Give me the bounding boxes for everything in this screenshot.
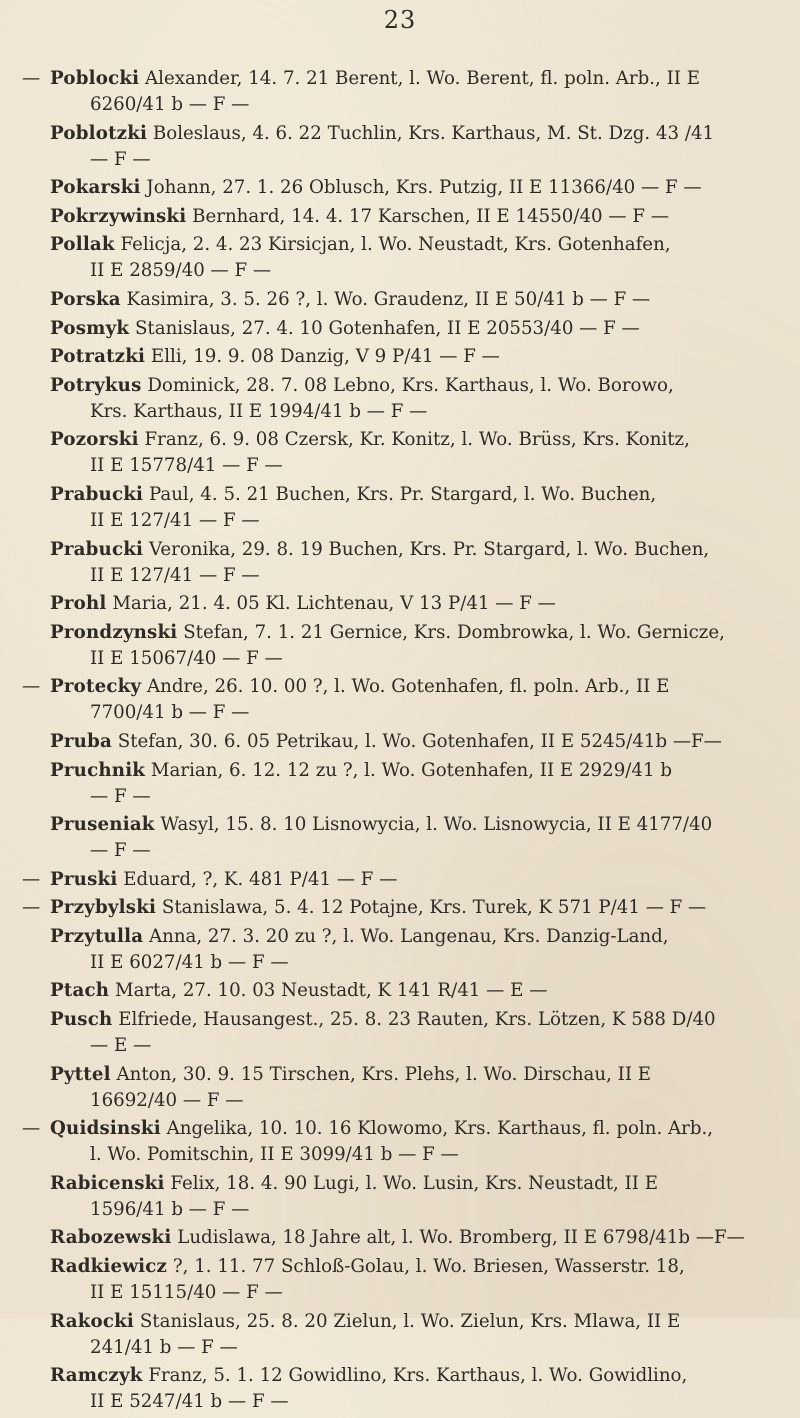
- entry-details: Veronika, 29. 8. 19 Buchen, Krs. Pr. Stargard, l. Wo. Buchen,: [143, 538, 710, 560]
- list-item: [50, 729, 782, 755]
- list-item: [50, 1363, 782, 1415]
- entry-details: Wasyl, 15. 8. 10 Lisnowycia, l. Wo. Lisnowycia, II E 4177/40: [154, 814, 713, 836]
- entry-surname: Rakocki: [50, 1310, 135, 1332]
- entry-continuation: — E —: [90, 1035, 152, 1057]
- entry-continuation: 241/41 b — F —: [90, 1336, 238, 1358]
- entry-details: Dominick, 28. 7. 08 Lebno, Krs. Karthaus, l. Wo. Borowo,: [141, 374, 674, 396]
- page-number: 23: [383, 6, 417, 34]
- entry-details: Elfriede, Hausangest., 25. 8. 23 Rauten, Krs. Lötzen, K 588 D/40: [112, 1009, 716, 1031]
- entry-details: Johann, 27. 1. 26 Oblusch, Krs. Putzig, II E 11366/40 — F —: [140, 177, 702, 199]
- list-item: [50, 978, 782, 1004]
- entry-details: Paul, 4. 5. 21 Buchen, Krs. Pr. Stargard, l. Wo. Buchen,: [143, 483, 657, 505]
- list-item: [50, 758, 782, 810]
- entry-surname: Poblotzki: [50, 122, 148, 144]
- list-item: [50, 1171, 782, 1223]
- entry-continuation: II E 2859/40 — F —: [90, 260, 272, 282]
- entry-continuation: II E 127/41 — F —: [90, 564, 260, 586]
- entry-surname: Poblocki: [50, 68, 140, 89]
- entry-details: Boleslaus, 4. 6. 22 Tuchlin, Krs. Karthaus, M. St. Dzg. 43 /41: [147, 122, 715, 144]
- entry-continuation: II E 5247/41 b — F —: [90, 1391, 289, 1413]
- list-item: [50, 620, 782, 672]
- entry-surname: Przytulla: [50, 925, 144, 947]
- list-item: [50, 175, 782, 201]
- list-item: [50, 316, 782, 342]
- entry-dash: —: [22, 868, 41, 890]
- entry-details: Andre, 26. 10. 00 ?, l. Wo. Gotenhafen, fl. poln. Arb., II E: [141, 676, 670, 698]
- list-item: [50, 812, 782, 864]
- entry-continuation: 16692/40 — F —: [90, 1089, 244, 1111]
- list-item: [50, 1225, 782, 1251]
- entry-surname: Pruba: [50, 730, 112, 752]
- entry-surname: Pruseniak: [50, 814, 155, 836]
- entry-details: Stanislawa, 5. 4. 12 Potajne, Krs. Turek, K 571 P/41 — F —: [156, 897, 707, 919]
- entry-details: Stefan, 30. 6. 05 Petrikau, l. Wo. Gotenhafen, II E 5245/41b —F—: [111, 730, 722, 752]
- entry-details: Stefan, 7. 1. 21 Gernice, Krs. Dombrowka, l. Wo. Gernicze,: [177, 621, 725, 643]
- entry-surname: Prondzynski: [50, 621, 178, 643]
- entry-dash: —: [22, 676, 41, 698]
- list-item: [50, 537, 782, 589]
- entry-details: Anna, 27. 3. 20 zu ?, l. Wo. Langenau, Krs. Danzig-Land,: [143, 925, 669, 947]
- entry-details: Marta, 27. 10. 03 Neustadt, K 141 R/41 — E —: [109, 980, 548, 1002]
- list-item: [50, 591, 782, 617]
- entry-details: Ludislawa, 18 Jahre alt, l. Wo. Bromberg, II E 6798/41b —F—: [171, 1227, 745, 1249]
- list-item: [22, 66, 782, 118]
- entry-surname: Porska: [50, 288, 121, 310]
- entry-details: Franz, 6. 9. 08 Czersk, Kr. Konitz, l. Wo. Brüss, Krs. Konitz,: [138, 429, 690, 451]
- entry-surname: Pokarski: [50, 177, 141, 199]
- entry-details: Marian, 6. 12. 12 zu ?, l. Wo. Gotenhafen, II E 2929/41 b: [145, 759, 672, 781]
- entry-list: [0, 66, 800, 1418]
- entry-surname: Radkiewicz: [50, 1256, 168, 1278]
- entry-surname: Rabozewski: [50, 1227, 172, 1249]
- list-item: [50, 482, 782, 534]
- entry-details: Kasimira, 3. 5. 26 ?, l. Wo. Graudenz, II E 50/41 b — F —: [120, 288, 651, 310]
- entry-dash: —: [22, 1118, 41, 1140]
- entry-surname: Potratzki: [50, 346, 146, 368]
- entry-details: Bernhard, 14. 4. 17 Karschen, II E 14550/40 — F —: [186, 205, 669, 227]
- list-item: [50, 924, 782, 976]
- entry-continuation: Krs. Karthaus, II E 1994/41 b — F —: [90, 400, 428, 422]
- entry-surname: Prohl: [50, 593, 107, 615]
- list-item: [50, 1254, 782, 1306]
- entry-surname: Pozorski: [50, 429, 139, 451]
- entry-surname: Rabicenski: [50, 1172, 165, 1194]
- list-item: [50, 1007, 782, 1059]
- entry-dash: —: [22, 897, 41, 919]
- list-item: [22, 674, 782, 726]
- entry-continuation: II E 15067/40 — F —: [90, 647, 283, 669]
- list-item: [50, 373, 782, 425]
- entry-details: Alexander, 14. 7. 21 Berent, l. Wo. Berent, fl. poln. Arb., II E: [139, 68, 700, 89]
- entry-surname: Pyttel: [50, 1063, 111, 1085]
- entry-surname: Quidsinski: [50, 1118, 161, 1140]
- entry-details: Felix, 18. 4. 90 Lugi, l. Wo. Lusin, Krs. Neustadt, II E: [164, 1172, 659, 1194]
- entry-continuation: — F —: [90, 148, 151, 170]
- list-item: [50, 1062, 782, 1114]
- entry-surname: Ptach: [50, 980, 110, 1002]
- entry-continuation: — F —: [90, 840, 151, 862]
- entry-dash: —: [22, 68, 41, 89]
- entry-surname: Prabucki: [50, 538, 144, 560]
- entry-details: Stanislaus, 27. 4. 10 Gotenhafen, II E 20553/40 — F —: [129, 317, 640, 339]
- list-item: [50, 427, 782, 479]
- list-item: [50, 204, 782, 230]
- entry-continuation: 6260/41 b — F —: [90, 94, 250, 115]
- list-item: [50, 287, 782, 313]
- entry-continuation: II E 6027/41 b — F —: [90, 951, 289, 973]
- entry-surname: Potrykus: [50, 374, 142, 396]
- entry-details: Angelika, 10. 10. 16 Klowomo, Krs. Karthaus, fl. poln. Arb.,: [160, 1118, 714, 1140]
- entry-details: Eduard, ?, K. 481 P/41 — F —: [117, 868, 398, 890]
- entry-continuation: 7700/41 b — F —: [90, 702, 250, 724]
- entry-continuation: II E 15115/40 — F —: [90, 1282, 283, 1304]
- entry-surname: Posmyk: [50, 317, 130, 339]
- entry-details: Anton, 30. 9. 15 Tirschen, Krs. Plehs, l. Wo. Dirschau, II E: [110, 1063, 652, 1085]
- entry-details: Elli, 19. 9. 08 Danzig, V 9 P/41 — F —: [145, 346, 500, 368]
- entry-surname: Pokrzywinski: [50, 205, 187, 227]
- entry-surname: Pruski: [50, 868, 118, 890]
- entry-surname: Pruchnik: [50, 759, 146, 781]
- entry-details: Maria, 21. 4. 05 Kl. Lichtenau, V 13 P/41 — F —: [106, 593, 556, 615]
- entry-continuation: 1596/41 b — F —: [90, 1198, 250, 1220]
- entry-surname: Pusch: [50, 1009, 113, 1031]
- entry-surname: Ramczyk: [50, 1365, 143, 1387]
- entry-details: Stanislaus, 25. 8. 20 Zielun, l. Wo. Zielun, Krs. Mlawa, II E: [134, 1310, 681, 1332]
- entry-details: Felicja, 2. 4. 23 Kirsicjan, l. Wo. Neustadt, Krs. Gotenhafen,: [114, 234, 671, 256]
- list-item: [50, 121, 782, 173]
- entry-details: Franz, 5. 1. 12 Gowidlino, Krs. Karthaus, l. Wo. Gowidlino,: [142, 1365, 688, 1387]
- list-item: [50, 232, 782, 284]
- entry-continuation: l. Wo. Pomitschin, II E 3099/41 b — F —: [90, 1144, 459, 1166]
- entry-surname: Prabucki: [50, 483, 144, 505]
- entry-continuation: — F —: [90, 785, 151, 807]
- list-item: [22, 1116, 782, 1168]
- list-item: [50, 344, 782, 370]
- entry-details: ?, 1. 11. 77 Schloß-Golau, l. Wo. Briesen, Wasserstr. 18,: [167, 1256, 685, 1278]
- list-item: [22, 867, 782, 893]
- entry-continuation: II E 15778/41 — F —: [90, 455, 283, 477]
- entry-surname: Protecky: [50, 676, 142, 698]
- entry-continuation: II E 127/41 — F —: [90, 509, 260, 531]
- list-item: [50, 1309, 782, 1361]
- entry-surname: Pollak: [50, 234, 115, 256]
- entry-surname: Przybylski: [50, 897, 157, 919]
- list-item: [22, 895, 782, 921]
